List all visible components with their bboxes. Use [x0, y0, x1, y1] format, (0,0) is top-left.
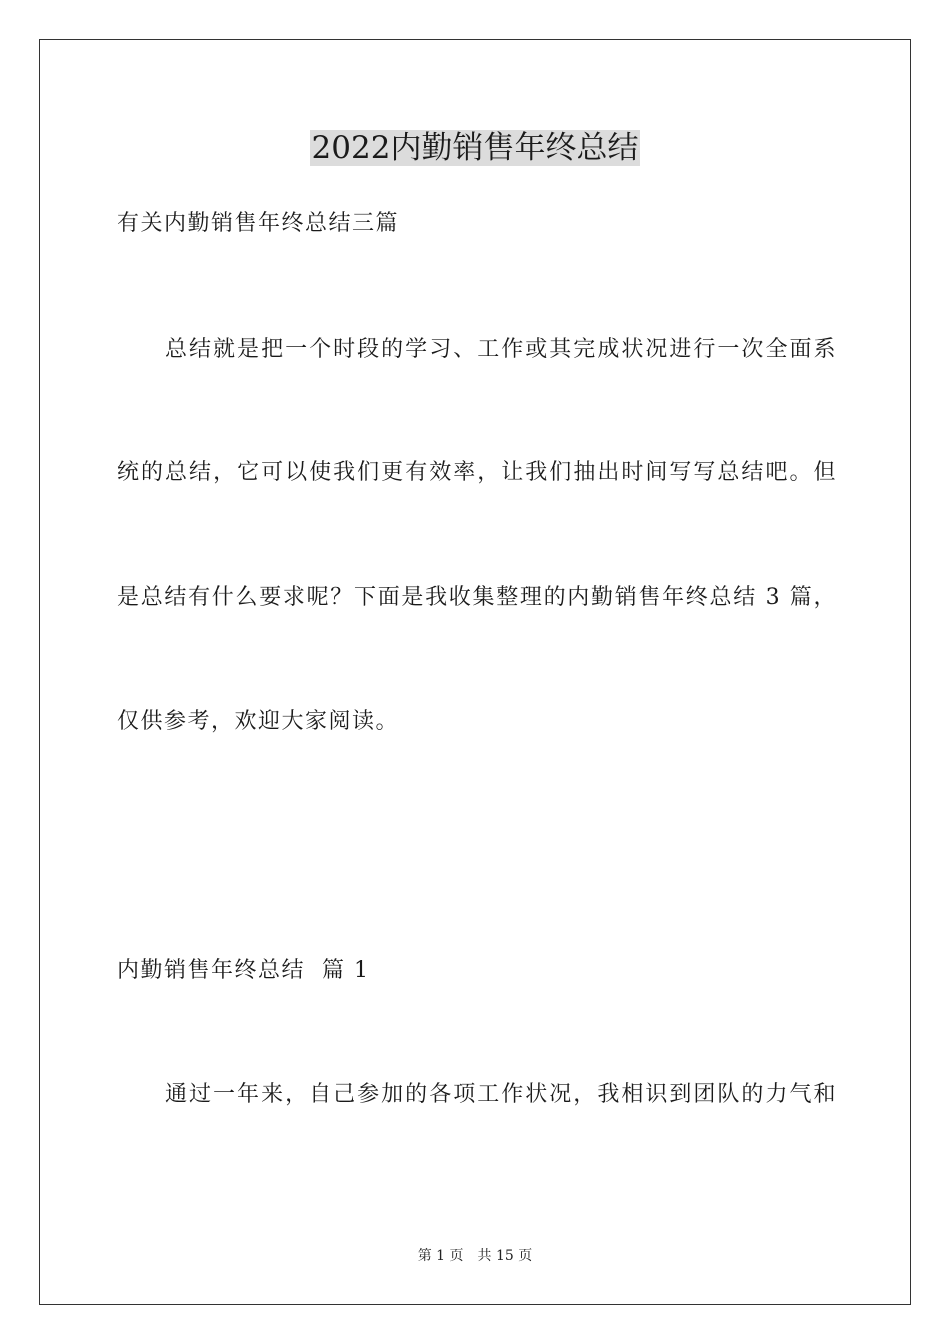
- document-title: [0, 128, 950, 168]
- section-paragraph-line: 通过一年来，自己参加的各项工作状况，我相识到团队的力气和: [165, 1082, 837, 1107]
- intro-paragraph-line: 总结就是把一个时段的学习、工作或其完成状况进行一次全面系: [165, 337, 837, 362]
- page-footer: [0, 1246, 950, 1266]
- intro-paragraph-line: 是总结有什么要求呢？下面是我收集整理的内勤销售年终总结 3 篇，: [117, 585, 837, 610]
- section-heading: 内勤销售年终总结 篇 1: [117, 958, 370, 983]
- intro-paragraph-line: 统的总结，它可以使我们更有效率，让我们抽出时间写写总结吧。但: [117, 460, 837, 485]
- document-title-text: 2022内勤销售年终总结: [311, 130, 639, 166]
- page-number: 第 1 页: [417, 1248, 464, 1264]
- document-subtitle: 有关内勤销售年终总结三篇: [117, 211, 400, 236]
- page-total: 共 15 页: [477, 1248, 533, 1264]
- intro-paragraph-line: 仅供参考，欢迎大家阅读。: [117, 709, 400, 734]
